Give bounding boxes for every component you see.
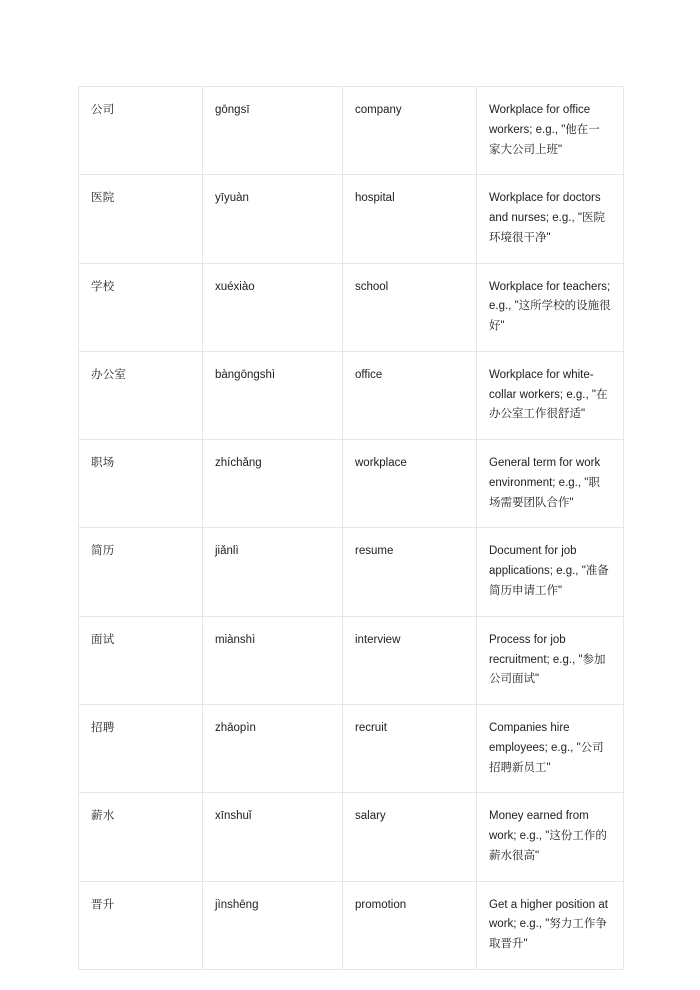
table-cell-word: 面试 xyxy=(79,616,203,704)
table-cell-meaning: General term for work environment; e.g., "职场需要团队合作" xyxy=(477,440,624,528)
table-cell-meaning: Document for job applications; e.g., "准备简历申请工作" xyxy=(477,528,624,616)
table-cell-english: resume xyxy=(343,528,477,616)
table-cell-meaning: Workplace for white-collar workers; e.g., "在办公室工作很舒适" xyxy=(477,351,624,439)
table-cell-english: promotion xyxy=(343,881,477,969)
table-cell-pinyin: bàngōngshì xyxy=(203,351,343,439)
table-row xyxy=(79,87,624,175)
table-cell-english: workplace xyxy=(343,440,477,528)
table-row xyxy=(79,881,624,969)
table-cell-english: company xyxy=(343,87,477,175)
table-cell-english: school xyxy=(343,263,477,351)
table-cell-pinyin: xuéxiào xyxy=(203,263,343,351)
table-row xyxy=(79,440,624,528)
table-cell-meaning: Workplace for teachers; e.g., "这所学校的设施很好" xyxy=(477,263,624,351)
table-cell-word: 简历 xyxy=(79,528,203,616)
table-cell-word: 招聘 xyxy=(79,705,203,793)
table-cell-pinyin: miànshì xyxy=(203,616,343,704)
table-cell-meaning: Workplace for office workers; e.g., "他在一家大公司上班" xyxy=(477,87,624,175)
table-cell-english: interview xyxy=(343,616,477,704)
table-cell-word: 薪水 xyxy=(79,793,203,881)
table-cell-meaning: Companies hire employees; e.g., "公司招聘新员工" xyxy=(477,705,624,793)
table-cell-pinyin: zhíchǎng xyxy=(203,440,343,528)
table-cell-pinyin: jiǎnlì xyxy=(203,528,343,616)
table-cell-word: 职场 xyxy=(79,440,203,528)
table-row xyxy=(79,351,624,439)
table-cell-english: salary xyxy=(343,793,477,881)
table-cell-word: 办公室 xyxy=(79,351,203,439)
table-cell-meaning: Get a higher position at work; e.g., "努力工作争取晋升" xyxy=(477,881,624,969)
table-cell-word: 学校 xyxy=(79,263,203,351)
table-cell-pinyin: xīnshuǐ xyxy=(203,793,343,881)
vocabulary-table-body xyxy=(79,87,624,970)
table-cell-english: hospital xyxy=(343,175,477,263)
table-cell-pinyin: zhāopìn xyxy=(203,705,343,793)
vocabulary-table-container xyxy=(78,86,623,970)
table-cell-word: 公司 xyxy=(79,87,203,175)
table-cell-meaning: Money earned from work; e.g., "这份工作的薪水很高" xyxy=(477,793,624,881)
table-row xyxy=(79,616,624,704)
table-cell-english: office xyxy=(343,351,477,439)
table-cell-pinyin: gōngsī xyxy=(203,87,343,175)
table-cell-pinyin: yīyuàn xyxy=(203,175,343,263)
table-cell-meaning: Process for job recruitment; e.g., "参加公司面试" xyxy=(477,616,624,704)
table-row xyxy=(79,528,624,616)
table-row xyxy=(79,793,624,881)
table-cell-word: 晋升 xyxy=(79,881,203,969)
table-cell-word: 医院 xyxy=(79,175,203,263)
table-row xyxy=(79,705,624,793)
vocabulary-table xyxy=(78,86,624,970)
table-cell-meaning: Workplace for doctors and nurses; e.g., "医院环境很干净" xyxy=(477,175,624,263)
table-row xyxy=(79,175,624,263)
table-cell-pinyin: jìnshēng xyxy=(203,881,343,969)
table-row xyxy=(79,263,624,351)
table-cell-english: recruit xyxy=(343,705,477,793)
